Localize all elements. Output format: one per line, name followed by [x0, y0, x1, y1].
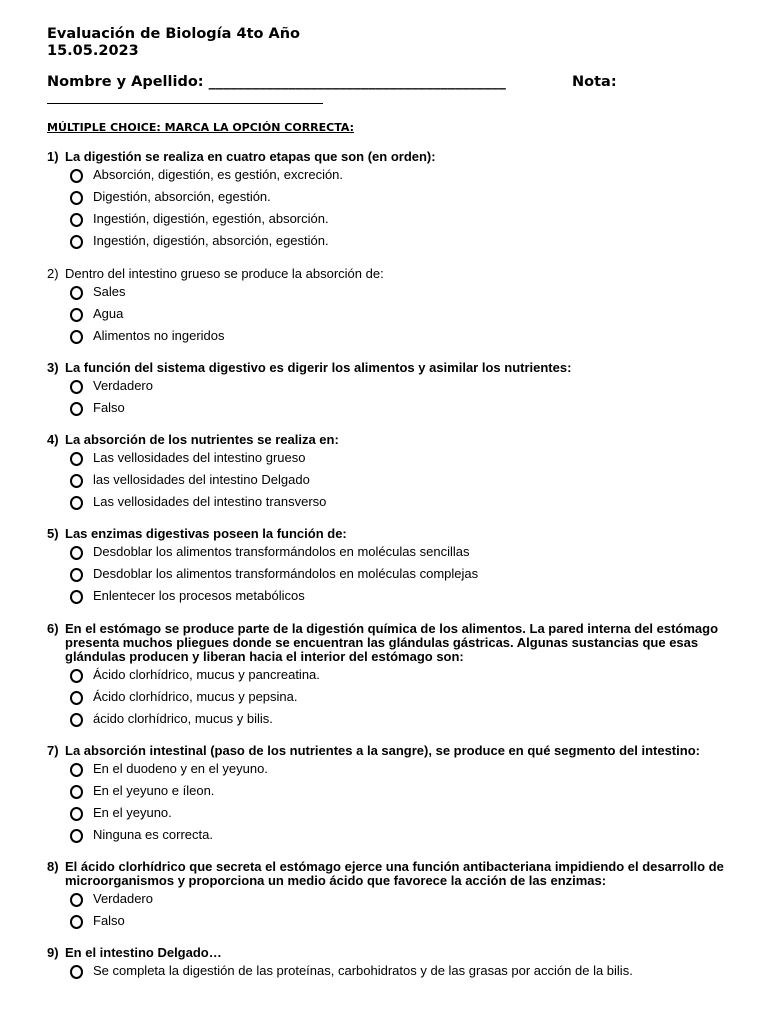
radio-circle-icon[interactable]	[70, 330, 83, 344]
question-3	[47, 361, 737, 419]
question-1	[47, 150, 737, 252]
answer-option[interactable]	[47, 281, 737, 303]
name-blank-line	[47, 103, 323, 104]
radio-circle-icon[interactable]	[70, 965, 83, 979]
option-label: Ninguna es correcta.	[93, 827, 213, 842]
question-text	[47, 860, 737, 888]
answer-option[interactable]	[47, 563, 737, 585]
option-label: Digestión, absorción, egestión.	[93, 189, 271, 204]
name-label: Nombre y Apellido: _________________________________________	[47, 74, 506, 90]
exam-header	[47, 26, 300, 60]
exam-title: Evaluación de Biología 4to Año	[47, 26, 301, 42]
question-prompt: La absorción intestinal (paso de los nutrientes a la sangre), se produce en qué segmento del intestino:	[65, 743, 700, 758]
name-grade-row	[47, 74, 737, 91]
option-label: Verdadero	[93, 378, 153, 393]
radio-circle-icon[interactable]	[70, 807, 83, 821]
radio-circle-icon[interactable]	[70, 915, 83, 929]
question-6	[47, 622, 737, 730]
question-2	[47, 267, 737, 347]
radio-circle-icon[interactable]	[70, 286, 83, 300]
answer-option[interactable]	[47, 824, 737, 846]
answer-option[interactable]	[47, 541, 737, 563]
options-list	[47, 541, 737, 607]
question-number: 1)	[47, 149, 59, 164]
radio-circle-icon[interactable]	[70, 713, 83, 727]
option-label: Verdadero	[93, 891, 153, 906]
question-prompt: En el intestino Delgado…	[65, 945, 222, 960]
option-label: Agua	[93, 306, 124, 321]
question-prompt: Dentro del intestino grueso se produce la absorción de:	[65, 266, 384, 281]
radio-circle-icon[interactable]	[70, 169, 83, 183]
radio-circle-icon[interactable]	[70, 496, 83, 510]
question-text	[47, 946, 737, 960]
option-label: Ácido clorhídrico, mucus y pepsina.	[93, 689, 298, 704]
question-prompt: La función del sistema digestivo es digerir los alimentos y asimilar los nutrientes:	[65, 360, 572, 375]
answer-option[interactable]	[47, 802, 737, 824]
radio-circle-icon[interactable]	[70, 235, 83, 249]
radio-circle-icon[interactable]	[70, 893, 83, 907]
radio-circle-icon[interactable]	[70, 829, 83, 843]
question-8	[47, 860, 737, 932]
question-number: 2)	[47, 266, 59, 281]
radio-circle-icon[interactable]	[70, 590, 83, 604]
question-text	[47, 361, 737, 375]
answer-option[interactable]	[47, 208, 737, 230]
option-label: Ingestión, digestión, absorción, egestión.	[93, 233, 329, 248]
question-5	[47, 527, 737, 607]
answer-option[interactable]	[47, 708, 737, 730]
option-label: Se completa la digestión de las proteínas, carbohidratos y de las grasas por acción de la bilis.	[93, 963, 633, 978]
question-9	[47, 946, 737, 982]
question-number: 6)	[47, 621, 59, 636]
answer-option[interactable]	[47, 469, 737, 491]
radio-circle-icon[interactable]	[70, 568, 83, 582]
answer-option[interactable]	[47, 491, 737, 513]
option-label: Ingestión, digestión, egestión, absorción.	[93, 211, 329, 226]
option-label: Falso	[93, 400, 125, 415]
radio-circle-icon[interactable]	[70, 763, 83, 777]
exam-date: 15.05.2023	[47, 43, 139, 59]
question-prompt: La absorción de los nutrientes se realiza en:	[65, 432, 339, 447]
question-prompt: El ácido clorhídrico que secreta el estómago ejerce una función antibacteriana impidiendo el desarrollo de microorganismos y proporciona un medio ácido que favorece la acción de las enzimas:	[65, 859, 724, 888]
answer-option[interactable]	[47, 375, 737, 397]
option-label: Desdoblar los alimentos transformándolos en moléculas complejas	[93, 566, 479, 581]
question-number: 5)	[47, 526, 59, 541]
question-prompt: La digestión se realiza en cuatro etapas que son (en orden):	[65, 149, 436, 164]
option-label: Las vellosidades del intestino transverso	[93, 494, 327, 509]
section-title: MÚLTIPLE CHOICE: MARCA LA OPCIÓN CORRECTA:	[47, 121, 354, 134]
options-list	[47, 888, 737, 932]
answer-option[interactable]	[47, 164, 737, 186]
radio-circle-icon[interactable]	[70, 546, 83, 560]
answer-option[interactable]	[47, 664, 737, 686]
question-7	[47, 744, 737, 846]
question-number: 8)	[47, 859, 59, 874]
radio-circle-icon[interactable]	[70, 380, 83, 394]
option-label: En el duodeno y en el yeyuno.	[93, 761, 268, 776]
answer-option[interactable]	[47, 447, 737, 469]
radio-circle-icon[interactable]	[70, 669, 83, 683]
option-label: las vellosidades del intestino Delgado	[93, 472, 310, 487]
option-label: En el yeyuno e íleon.	[93, 783, 215, 798]
option-label: Desdoblar los alimentos transformándolos en moléculas sencillas	[93, 544, 470, 559]
question-number: 9)	[47, 945, 59, 960]
radio-circle-icon[interactable]	[70, 308, 83, 322]
answer-option[interactable]	[47, 910, 737, 932]
question-text	[47, 527, 737, 541]
option-label: Sales	[93, 284, 126, 299]
options-list	[47, 164, 737, 252]
options-list	[47, 281, 737, 347]
question-text	[47, 267, 737, 281]
grade-label: Nota:	[572, 74, 617, 90]
option-label: Las vellosidades del intestino grueso	[93, 450, 306, 465]
answer-option[interactable]	[47, 960, 737, 982]
answer-option[interactable]	[47, 303, 737, 325]
question-prompt: En el estómago se produce parte de la digestión química de los alimentos. La pared interna del estómago presenta muchos pliegues donde se encuentran las glándulas gástricas. Algunas sustancias que esas glándulas producen y liberan hacia el interior del estómago son:	[65, 621, 719, 664]
radio-circle-icon[interactable]	[70, 474, 83, 488]
radio-circle-icon[interactable]	[70, 785, 83, 799]
radio-circle-icon[interactable]	[70, 191, 83, 205]
options-list	[47, 758, 737, 846]
option-label: En el yeyuno.	[93, 805, 172, 820]
options-list	[47, 664, 737, 730]
answer-option[interactable]	[47, 758, 737, 780]
option-label: Enlentecer los procesos metabólicos	[93, 588, 305, 603]
radio-circle-icon[interactable]	[70, 213, 83, 227]
answer-option[interactable]	[47, 230, 737, 252]
radio-circle-icon[interactable]	[70, 691, 83, 705]
question-text	[47, 744, 737, 758]
options-list	[47, 447, 737, 513]
answer-option[interactable]	[47, 585, 737, 607]
question-number: 4)	[47, 432, 59, 447]
answer-option[interactable]	[47, 686, 737, 708]
radio-circle-icon[interactable]	[70, 402, 83, 416]
option-label: Falso	[93, 913, 125, 928]
answer-option[interactable]	[47, 780, 737, 802]
answer-option[interactable]	[47, 397, 737, 419]
question-text	[47, 433, 737, 447]
question-number: 7)	[47, 743, 59, 758]
options-list	[47, 960, 737, 982]
radio-circle-icon[interactable]	[70, 452, 83, 466]
answer-option[interactable]	[47, 325, 737, 347]
question-number: 3)	[47, 360, 59, 375]
option-label: Ácido clorhídrico, mucus y pancreatina.	[93, 667, 320, 682]
answer-option[interactable]	[47, 186, 737, 208]
question-text	[47, 150, 737, 164]
options-list	[47, 375, 737, 419]
option-label: Absorción, digestión, es gestión, excreción.	[93, 167, 344, 182]
option-label: Alimentos no ingeridos	[93, 328, 225, 343]
answer-option[interactable]	[47, 888, 737, 910]
question-text	[47, 622, 737, 664]
question-4	[47, 433, 737, 513]
question-prompt: Las enzimas digestivas poseen la función de:	[65, 526, 347, 541]
option-label: ácido clorhídrico, mucus y bilis.	[93, 711, 273, 726]
